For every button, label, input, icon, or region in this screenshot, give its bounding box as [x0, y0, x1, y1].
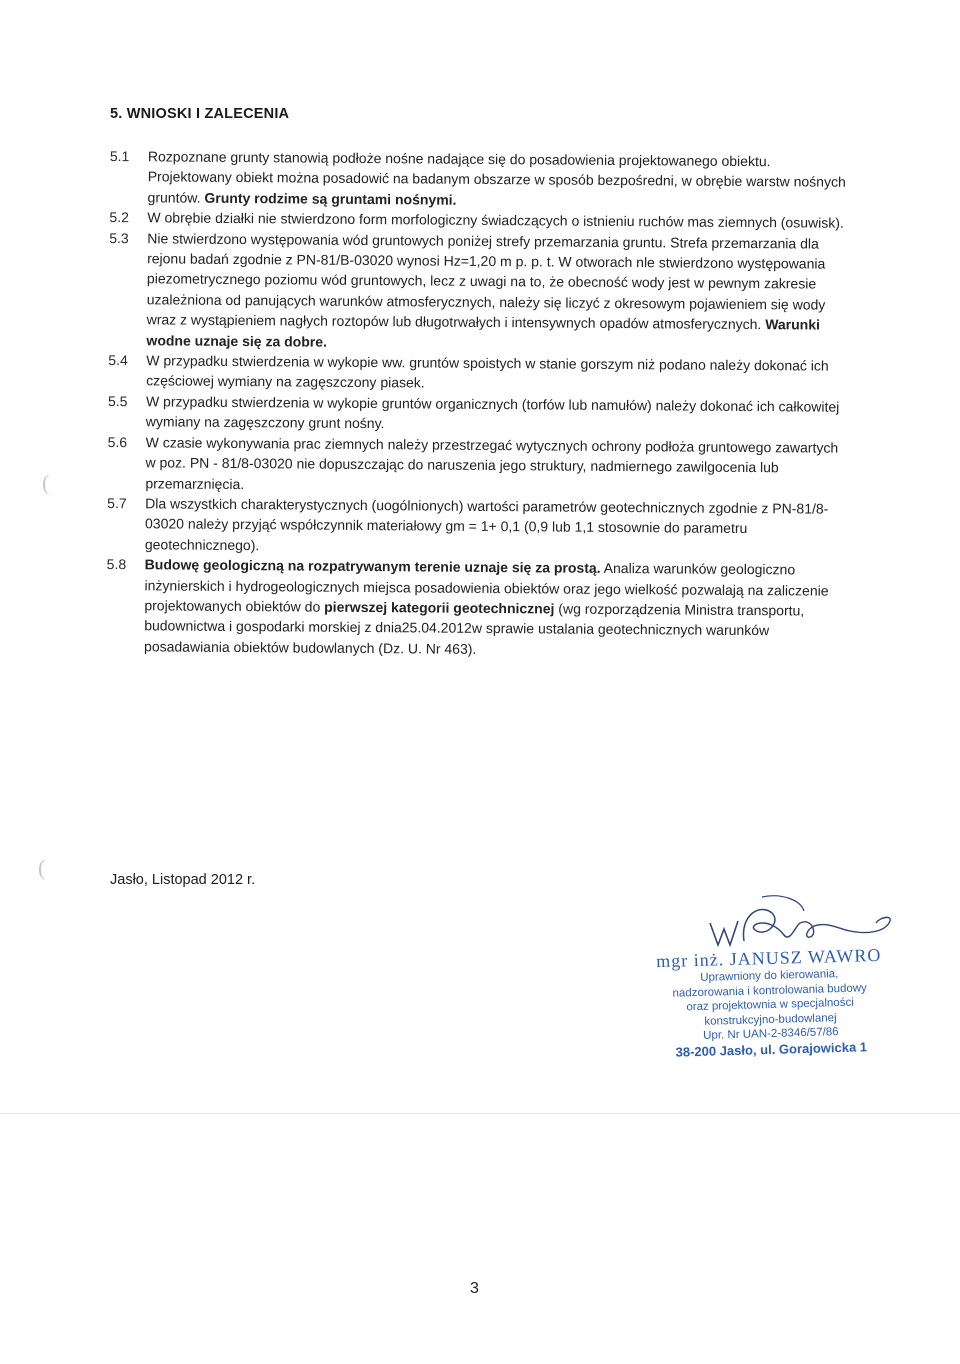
item-text	[145, 493, 847, 560]
conclusion-item	[107, 493, 847, 560]
item-number: 5.3	[109, 229, 129, 246]
item-text-bold: pierwszej kategorii geotechnicznej	[324, 598, 555, 617]
item-text-bold: Grunty rodzime są gruntami nośnymi.	[204, 189, 457, 208]
scan-divider	[0, 1113, 960, 1114]
item-text	[146, 391, 848, 437]
item-number: 5.6	[107, 433, 128, 450]
item-text-part: Analiza warunków geologiczno inżynierskich i hydrogeologicznych miejsca posadowienia obiektów oraz jego wielkość pozwalają na zaliczenie projektowanych obiektów do	[144, 559, 829, 615]
item-text-part: Nie stwierdzono występowania wód gruntowych poniżej strefy przemarzania gruntu. Strefa przemarzania dla rejonu badań zgodnie z PN-81/B-03020 wynosi Hz=1,20 m p. p. t. W otworach nle stwierdzono występowania piezometrycznego poziomu wód gruntowych, lecz z uwagi na to, że obecność wody jest w pewnym zakresie uzależniona od panujących warunków atmosferycznych, należy się liczyć z okresowym pojawieniem się wody wraz z wystąpieniem nagłych roztopów lub długotrwałych i intensywnych opadów atmosferycznych.	[146, 229, 826, 333]
item-text-part: Dla wszystkich charakterystycznych (uogólnionych) wartości parametrów geotechnicznych zgodnie z PN-81/8-03020 należy przyjąć współczynnik materiałowy gm = 1+ 0,1 (0,9 lub 1,1 stosownie do parametru geotechnicznego).	[144, 495, 829, 553]
item-text	[146, 228, 849, 356]
stamp-line: konstrukcyjno-budowlanej	[704, 1011, 837, 1028]
stamp-line: Upr. Nr UAN-2-8346/57/86	[702, 1026, 839, 1042]
author-stamp	[640, 895, 900, 1075]
place-and-date: Jasło, Listopad 2012 r.	[110, 872, 256, 888]
item-number: 5.7	[107, 494, 127, 512]
margin-bracket-mark: (	[42, 470, 50, 495]
item-number: 5.4	[108, 352, 128, 369]
item-number: 5.1	[109, 147, 130, 165]
stamp-line: Uprawniony do kierowania,	[700, 968, 839, 984]
stamp-line: nadzorowania i kontrolowania budowy	[672, 981, 867, 1000]
item-number: 5.5	[107, 392, 128, 410]
item-text-part: (wg rozporządzenia Ministra transportu, budownictwa i gospodarki morskiej z dnia25.04.2012w sprawie ustalania geotechnicznych warunków posadawiania obiektów budowlanych (Dz. U. Nr 463).	[144, 600, 805, 657]
conclusion-item	[108, 391, 848, 438]
item-text-part: W czasie wykonywania prac ziemnych należy przestrzegać wytycznych ochrony podłoża gruntowego zawartych w poz. PN - 81/8-03020 nie dopuszczając do naruszenia jego struktury, nadmiernego zawilgocenia lub przemarznięcia.	[145, 433, 839, 492]
conclusion-item	[106, 554, 847, 662]
item-text-part: W obrębie działki nie stwierdzono form morfologiczny świadczących o istnieniu ruchów mas ziemnych (osuwisk).	[147, 209, 844, 231]
conclusion-item	[107, 432, 847, 499]
item-text	[148, 146, 850, 213]
item-text	[146, 350, 848, 396]
item-text-part: W przypadku stwierdzenia w wykopie gruntów organicznych (torfów lub namułów) należy dokonać ich całkowitej wymiany na zagęszczony grunt nośny.	[145, 393, 840, 432]
item-text-part: Rozpoznane grunty stanowią podłoże nośne nadające się do posadowienia projektowanego obiektu. Projektowany obiekt można posadowić na badanym obszarze w sposób bezpośredni, w obrębie warstw nośnych gruntów.	[147, 148, 846, 206]
item-text-bold: Budowę geologiczną na rozpatrywanym terenie uznaje się za prostą.	[144, 556, 601, 576]
section-heading: 5. WNIOSKI I ZALECENIA	[110, 106, 290, 122]
conclusions-list	[106, 146, 850, 662]
margin-bracket-mark: (	[38, 855, 46, 880]
conclusion-item	[108, 350, 848, 397]
stamp-name: mgr inż. JANUSZ WAWRO	[655, 944, 882, 972]
stamp-line: oraz projektownia w specjalności	[686, 996, 854, 1014]
item-text-part: W przypadku stwierdzenia w wykopie ww. gruntów spoistych w stanie gorszym niż podano należy dokonać ich częściowej wymiany na zagęszczony piasek.	[146, 352, 829, 391]
page-number: 3	[470, 1280, 479, 1297]
conclusion-item	[108, 228, 849, 356]
stamp-address: 38-200 Jasło, ul. Gorajowicka 1	[675, 1038, 868, 1060]
item-text-bold: Warunki wodne uznaje się za dobre.	[146, 316, 821, 350]
item-number: 5.8	[106, 556, 127, 573]
item-text	[145, 432, 847, 499]
conclusion-item	[110, 146, 850, 213]
item-text	[144, 554, 847, 662]
item-number: 5.2	[109, 209, 129, 226]
stamp-text	[639, 943, 902, 1060]
